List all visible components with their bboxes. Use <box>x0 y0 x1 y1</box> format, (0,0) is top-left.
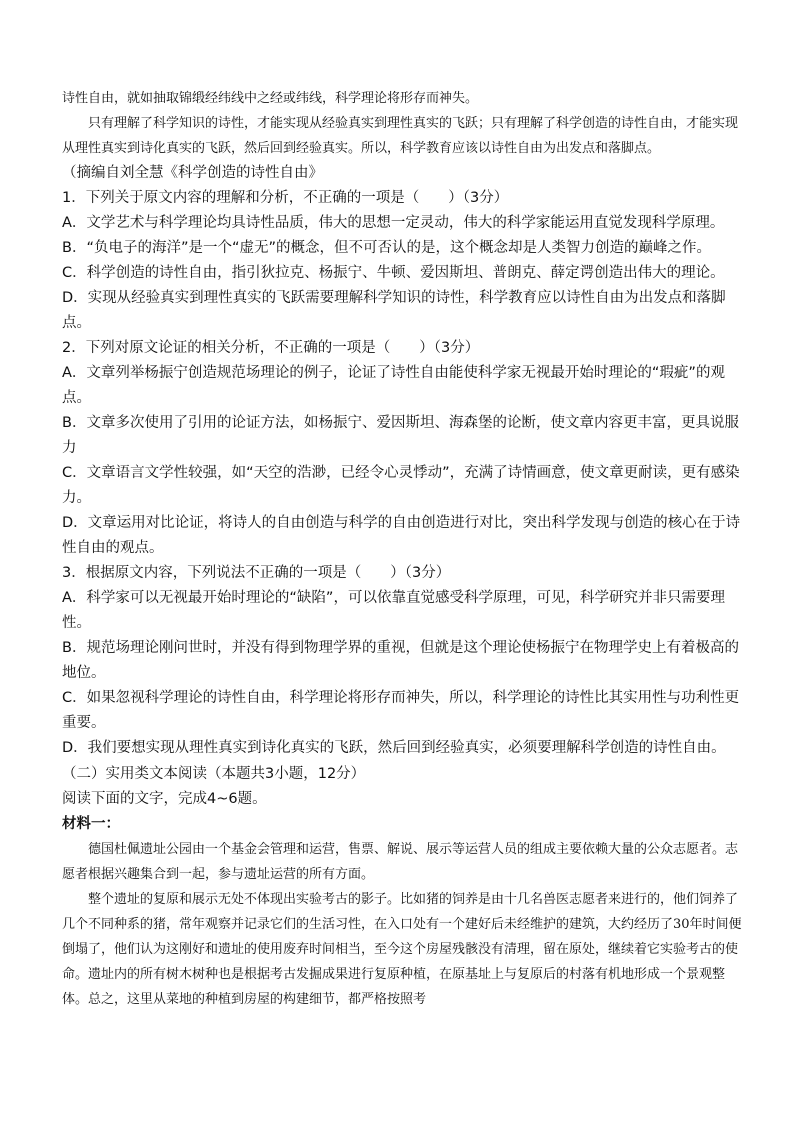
material-paragraph: 德国杜佩遗址公园由一个基金会管理和运营，售票、解说、展示等运营人员的组成主要依赖大量的公众志愿者。志愿者根据兴趣集合到一起，参与遗址运营的所有方面。 <box>62 842 739 882</box>
passage-paragraph: 诗性自由，就如抽取锦缎经纬线中之经或纬线，科学理论将形存而神失。 <box>62 91 479 106</box>
passage-paragraph: 只有理解了科学知识的诗性，才能实现从经验真实到理性真实的飞跃；只有理解了科学创造的诗性自由，才能实现从理性真实到诗化真实的飞跃，然后回到经验真实。所以，科学教育应该以诗性自由为出发点和落脚点。 <box>62 116 739 156</box>
source-citation: （摘编自刘全慧《科学创造的诗性自由》 <box>62 165 323 181</box>
option-c: C．文章语言文学性较强，如“天空的浩渺，已经令心灵悸动”，充满了诗情画意，使文章更耐读，更有感染力。 <box>62 465 740 506</box>
material-paragraph: 整个遗址的复原和展示无处不体现出实验考古的影子。比如猪的饲养是由十几名兽医志愿者来进行的，他们饲养了几个不同种系的猪，常年观察并记录它们的生活习性，在入口处有一个建好后未经维护的建筑，大约经历了30年时间便倒塌了，他们认为这刚好和遗址的使用废弃时间相当，至今这个房屋残骸没有清理，留在原处，继续着它实验考古的使命。遗址内的所有树木树种也是根据考古发掘成果进行复原种植，在原基址上与复原后的村落有机地形成一个景观整体。总之，这里从菜地的种植到房屋的构建细节，都严格按照考 <box>62 892 742 1007</box>
option-b: B．文章多次使用了引用的论证方法，如杨振宁、爱因斯坦、海森堡的论断，使文章内容更丰富，更具说服力 <box>62 415 739 456</box>
option-b: B．规范场理论刚问世时，并没有得到物理学界的重视，但就是这个理论使杨振宁在物理学史上有着极高的地位。 <box>62 640 739 681</box>
option-d: D．我们要想实现从理性真实到诗化真实的飞跃，然后回到经验真实，必须要理解科学创造的诗性自由。 <box>62 740 726 756</box>
question-stem: 3．根据原文内容，下列说法不正确的一项是（ ）（3分） <box>62 565 451 581</box>
question-stem: 2．下列对原文论证的相关分析，不正确的一项是（ ）（3分） <box>62 340 480 356</box>
question-3 <box>62 561 746 761</box>
option-d: D．文章运用对比论证，将诗人的自由创造与科学的自由创造进行对比，突出科学发现与创造的核心在于诗性自由的观点。 <box>62 515 741 556</box>
material-label: 材料一： <box>62 816 120 832</box>
option-c: C．科学创造的诗性自由，指引狄拉克、杨振宁、牛顿、爱因斯坦、普朗克、薛定谔创造出伟大的理论。 <box>62 265 725 281</box>
question-2 <box>62 336 746 561</box>
option-a: A．文学艺术与科学理论均具诗性品质，伟大的思想一定灵动，伟大的科学家能运用直觉发现科学原理。 <box>62 215 725 231</box>
question-stem: 1．下列关于原文内容的理解和分析，不正确的一项是（ ）（3分） <box>62 190 509 206</box>
option-a: A．文章列举杨振宁创造规范场理论的例子，论证了诗性自由能使科学家无视最开始时理论的“瑕疵”的观点。 <box>62 365 725 406</box>
option-a: A．科学家可以无视最开始时理论的“缺陷”，可以依靠直觉感受科学原理，可见，科学研究并非只需要理性。 <box>62 590 725 631</box>
option-d: D．实现从经验真实到理性真实的飞跃需要理解科学知识的诗性，科学教育应以诗性自由为出发点和落脚点。 <box>62 290 726 331</box>
option-b: B．“负电子的海洋”是一个“虚无”的概念，但不可否认的是，这个概念却是人类智力创造的巅峰之作。 <box>62 240 711 256</box>
question-1 <box>62 186 746 336</box>
section-title: （二）实用类文本阅读（本题共3小题，12分） <box>62 766 366 782</box>
section-instruction: 阅读下面的文字，完成4~6题。 <box>62 791 267 807</box>
option-c: C．如果忽视科学理论的诗性自由，科学理论将形存而神失，所以，科学理论的诗性比其实用性与功利性更重要。 <box>62 690 740 731</box>
